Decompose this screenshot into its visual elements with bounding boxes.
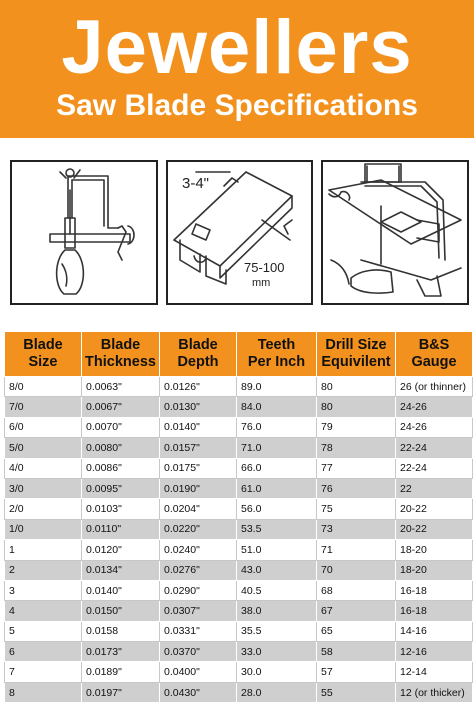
cell-teeth-per-inch: 71.0: [237, 438, 317, 458]
cell-bs-gauge: 18-20: [396, 540, 473, 560]
cell-drill-size: 67: [317, 601, 396, 621]
cell-drill-size: 77: [317, 458, 396, 478]
cell-drill-size: 73: [317, 519, 396, 539]
saw-frame-sketch: [10, 160, 158, 305]
header-blade-size: Blade Size: [5, 332, 82, 377]
cell-blade-depth: 0.0157": [160, 438, 237, 458]
cell-teeth-per-inch: 38.0: [237, 601, 317, 621]
cell-blade-size: 2: [5, 560, 82, 580]
table-row: [5, 580, 473, 600]
cell-teeth-per-inch: 89.0: [237, 377, 317, 397]
cell-blade-depth: 0.0290": [160, 580, 237, 600]
cell-drill-size: 71: [317, 540, 396, 560]
cell-teeth-per-inch: 61.0: [237, 478, 317, 498]
cell-drill-size: 78: [317, 438, 396, 458]
cell-blade-size: 5: [5, 621, 82, 641]
cell-blade-size: 4/0: [5, 458, 82, 478]
cell-teeth-per-inch: 66.0: [237, 458, 317, 478]
table-row: [5, 540, 473, 560]
cell-drill-size: 70: [317, 560, 396, 580]
cell-teeth-per-inch: 33.0: [237, 642, 317, 662]
cell-blade-thickness: 0.0086": [82, 458, 160, 478]
table-body: [5, 377, 473, 703]
cell-blade-thickness: 0.0110": [82, 519, 160, 539]
cell-bs-gauge: 24-26: [396, 417, 473, 437]
table-row: [5, 438, 473, 458]
cell-blade-depth: 0.0331": [160, 621, 237, 641]
cell-drill-size: 80: [317, 397, 396, 417]
cell-drill-size: 79: [317, 417, 396, 437]
table-row: [5, 621, 473, 641]
bench-pin-length-label: 3-4": [182, 175, 210, 192]
cell-blade-thickness: 0.0134": [82, 560, 160, 580]
cell-teeth-per-inch: 84.0: [237, 397, 317, 417]
cell-blade-size: 7: [5, 662, 82, 682]
cell-blade-size: 3/0: [5, 478, 82, 498]
cell-blade-size: 3: [5, 580, 82, 600]
cell-blade-size: 8/0: [5, 377, 82, 397]
title-banner: [0, 0, 474, 138]
cell-blade-thickness: 0.0063": [82, 377, 160, 397]
cell-drill-size: 75: [317, 499, 396, 519]
cell-blade-depth: 0.0130": [160, 397, 237, 417]
cell-blade-depth: 0.0307": [160, 601, 237, 621]
cell-blade-depth: 0.0430": [160, 682, 237, 702]
cell-blade-depth: 0.0220": [160, 519, 237, 539]
header-bs-gauge: B&S Gauge: [396, 332, 473, 377]
cell-bs-gauge: 12-14: [396, 662, 473, 682]
cell-blade-thickness: 0.0189": [82, 662, 160, 682]
cell-teeth-per-inch: 43.0: [237, 560, 317, 580]
header-blade-depth: Blade Depth: [160, 332, 237, 377]
cell-drill-size: 80: [317, 377, 396, 397]
illustration-strip: [0, 160, 474, 305]
sawing-in-use-drawing: [321, 160, 469, 305]
cell-blade-depth: 0.0126": [160, 377, 237, 397]
cell-teeth-per-inch: 76.0: [237, 417, 317, 437]
cell-blade-size: 4: [5, 601, 82, 621]
cell-teeth-per-inch: 40.5: [237, 580, 317, 600]
cell-bs-gauge: 22: [396, 478, 473, 498]
cell-bs-gauge: 20-22: [396, 519, 473, 539]
table-header-row: [5, 332, 473, 377]
cell-bs-gauge: 26 (or thinner): [396, 377, 473, 397]
cell-bs-gauge: 22-24: [396, 438, 473, 458]
cell-blade-size: 1: [5, 540, 82, 560]
bench-pin-sketch: [166, 160, 313, 305]
cell-bs-gauge: 22-24: [396, 458, 473, 478]
cell-blade-thickness: 0.0080": [82, 438, 160, 458]
cell-blade-size: 8: [5, 682, 82, 702]
header-teeth-per-inch: Teeth Per Inch: [237, 332, 317, 377]
table-row: [5, 519, 473, 539]
cell-bs-gauge: 14-16: [396, 621, 473, 641]
cell-drill-size: 65: [317, 621, 396, 641]
sawing-sketch: [321, 160, 469, 305]
table-row: [5, 417, 473, 437]
cell-teeth-per-inch: 30.0: [237, 662, 317, 682]
cell-bs-gauge: 12-16: [396, 642, 473, 662]
cell-blade-thickness: 0.0197": [82, 682, 160, 702]
table-row: [5, 458, 473, 478]
cell-teeth-per-inch: 35.5: [237, 621, 317, 641]
cell-blade-size: 2/0: [5, 499, 82, 519]
cell-blade-thickness: 0.0173": [82, 642, 160, 662]
cell-teeth-per-inch: 56.0: [237, 499, 317, 519]
cell-blade-thickness: 0.0067": [82, 397, 160, 417]
cell-blade-size: 1/0: [5, 519, 82, 539]
cell-bs-gauge: 20-22: [396, 499, 473, 519]
cell-blade-depth: 0.0175": [160, 458, 237, 478]
table-row: [5, 478, 473, 498]
bench-pin-drawing: [166, 160, 313, 305]
cell-bs-gauge: 24-26: [396, 397, 473, 417]
cell-blade-depth: 0.0370": [160, 642, 237, 662]
saw-frame-drawing: [10, 160, 158, 305]
cell-blade-depth: 0.0400": [160, 662, 237, 682]
cell-bs-gauge: 12 (or thicker): [396, 682, 473, 702]
cell-teeth-per-inch: 51.0: [237, 540, 317, 560]
table-row: [5, 377, 473, 397]
table-row: [5, 662, 473, 682]
cell-bs-gauge: 16-18: [396, 580, 473, 600]
cell-blade-depth: 0.0240": [160, 540, 237, 560]
cell-blade-size: 7/0: [5, 397, 82, 417]
cell-teeth-per-inch: 53.5: [237, 519, 317, 539]
cell-bs-gauge: 18-20: [396, 560, 473, 580]
cell-drill-size: 76: [317, 478, 396, 498]
table-row: [5, 642, 473, 662]
cell-blade-depth: 0.0276": [160, 560, 237, 580]
cell-blade-size: 6/0: [5, 417, 82, 437]
page-title: Jewellers: [61, 5, 413, 90]
table-row: [5, 397, 473, 417]
cell-drill-size: 55: [317, 682, 396, 702]
cell-blade-thickness: 0.0095": [82, 478, 160, 498]
cell-teeth-per-inch: 28.0: [237, 682, 317, 702]
table-row: [5, 499, 473, 519]
cell-blade-thickness: 0.0120": [82, 540, 160, 560]
table-row: [5, 601, 473, 621]
cell-blade-thickness: 0.0140": [82, 580, 160, 600]
bench-pin-depth-label: 75-100: [244, 260, 285, 275]
cell-bs-gauge: 16-18: [396, 601, 473, 621]
cell-blade-depth: 0.0204": [160, 499, 237, 519]
cell-blade-size: 5/0: [5, 438, 82, 458]
table-row: [5, 560, 473, 580]
page-subtitle: Saw Blade Specifications: [56, 89, 418, 122]
table-row: [5, 682, 473, 702]
cell-blade-depth: 0.0190": [160, 478, 237, 498]
cell-blade-thickness: 0.0103": [82, 499, 160, 519]
bench-pin-unit-label: mm: [252, 277, 271, 289]
cell-blade-depth: 0.0140": [160, 417, 237, 437]
cell-blade-size: 6: [5, 642, 82, 662]
cell-blade-thickness: 0.0158: [82, 621, 160, 641]
cell-blade-thickness: 0.0150": [82, 601, 160, 621]
header-blade-thickness: Blade Thickness: [82, 332, 160, 377]
cell-drill-size: 58: [317, 642, 396, 662]
cell-blade-thickness: 0.0070": [82, 417, 160, 437]
cell-drill-size: 68: [317, 580, 396, 600]
cell-drill-size: 57: [317, 662, 396, 682]
header-drill-size: Drill Size Equivilent: [317, 332, 396, 377]
blade-spec-table: [4, 331, 473, 703]
